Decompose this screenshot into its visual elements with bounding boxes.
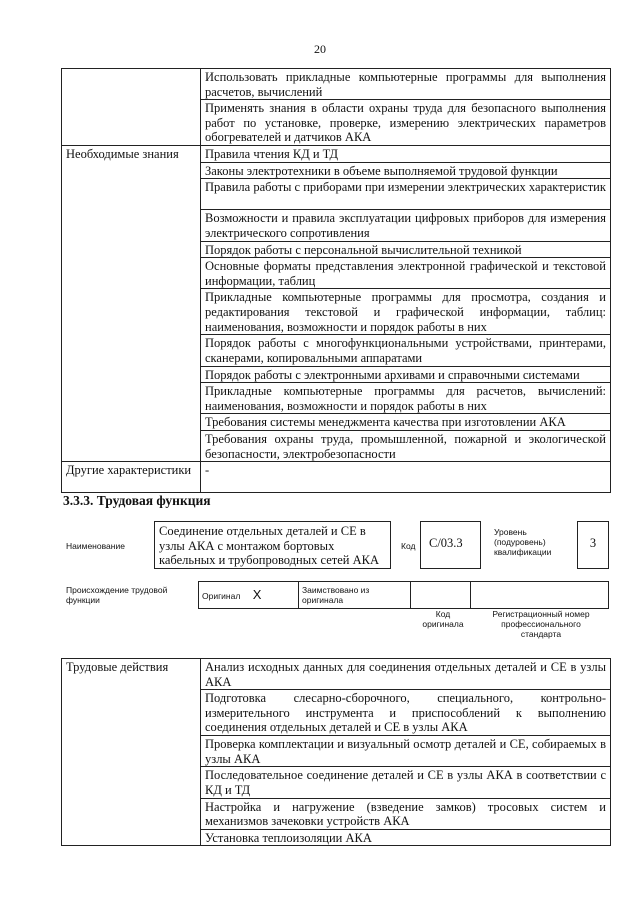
code-box: C/03.3 [420,521,481,569]
row-text: Основные форматы представления электронной графической и текстовой информации, таблиц [201,258,611,289]
code-original-cell [411,582,471,609]
name-label: Наименование [66,541,125,551]
function-name-box: Соединение отдельных деталей и СЕ в узлы АКА с монтажом бортовых кабельных и трубопроводных сетей АКА [154,521,391,569]
table-row [62,462,611,493]
original-mark: X [252,586,262,602]
row-text: Порядок работы с электронными архивами и справочными системами [201,366,611,383]
row-text: Использовать прикладные компьютерные программы для выполнения расчетов, вычислений [201,69,611,100]
row-text: - [201,462,611,493]
table-row [62,69,611,100]
row-text: Правила работы с приборами при измерении электрических характеристик [201,179,611,210]
row-text: Требования охраны труда, промышленной, пожарной и экологической безопасности, электробезопасности [201,430,611,461]
row-text: Прикладные компьютерные программы для просмотра, создания и редактирования текстовой и графической информации, таблиц: наименования, возможности и порядок работы в них [201,289,611,335]
original-label: Оригинал [202,590,241,601]
table-row [62,146,611,163]
level-box: 3 [577,521,609,569]
original-cell [199,582,299,609]
code-label: Код [401,541,416,551]
row-label-knowledge: Необходимые знания [62,146,201,462]
section-title: 3.3.3. Трудовая функция [63,493,211,508]
row-text: Проверка комплектации и визуальный осмотр деталей и СЕ, собираемых в узлы АКА [201,736,611,767]
reg-number-cell [471,582,609,609]
code-original-label: Код оригинала [422,609,464,629]
row-text: Последовательное соединение деталей и СЕ в узлы АКА в соответствии с КД и ТД [201,767,611,798]
table-row [62,659,611,690]
origin-table [198,581,609,609]
row-text: Прикладные компьютерные программы для расчетов, вычислений: наименования, возможности и порядок работы в них [201,383,611,414]
level-label: Уровень (подуровень) квалификации [494,527,552,557]
row-text: Требования системы менеджмента качества при изготовлении АКА [201,414,611,431]
page-number: 20 [314,42,326,56]
row-label [62,69,201,146]
row-text: Применять знания в области охраны труда для безопасного выполнения работ по установке, проверке, измерению электрических параметров обогревателей и датчиков АКА [201,100,611,146]
labor-actions-table [61,658,611,846]
reg-number-label: Регистрационный номер профессионального стандарта [492,609,590,639]
row-text: Установка теплоизоляции АКА [201,829,611,846]
origin-label: Происхождение трудовой функции [66,585,168,605]
row-label-other: Другие характеристики [62,462,201,493]
borrowed-label: Заимствовано из оригинала [299,582,411,609]
row-text: Порядок работы с многофункциональными устройствами, принтерами, сканерами, копировальными аппаратами [201,335,611,366]
row-text: Анализ исходных данных для соединения отдельных деталей и СЕ в узлы АКА [201,659,611,690]
row-text: Порядок работы с персональной вычислительной техникой [201,241,611,258]
row-text: Правила чтения КД и ТД [201,146,611,163]
row-text: Подготовка слесарно-сборочного, специального, контрольно-измерительного инструмента и приспособлений к выполнению соединения отдельных деталей и СЕ в узлы АКА [201,690,611,736]
row-text: Возможности и правила эксплуатации цифровых приборов для измерения электрического сопротивления [201,210,611,241]
row-text: Законы электротехники в объеме выполняемой трудовой функции [201,162,611,179]
requirements-table [61,68,611,493]
row-label-labor-actions: Трудовые действия [62,659,201,846]
row-text: Настройка и нагружение (взведение замков) тросовых систем и механизмов зачековки устройств АКА [201,798,611,829]
